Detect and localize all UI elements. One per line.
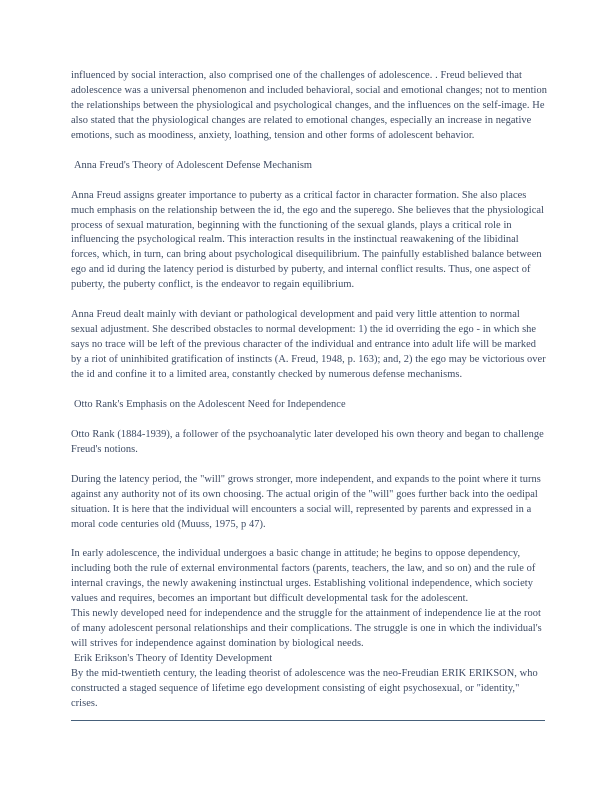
paragraph-early-adolescence: In early adolescence, the individual undergoes a basic change in attitude; he begins to oppose dependency, including both the rule of external environmental factors (parents, teachers, the law, and so on) and the rule of internal cravings, the newly awakening instinctual urges. Establishing volitional independence, which society values and requires, becomes an important but difficult developmental task for the adolescent. [71,548,536,605]
paragraph-otto-rank-intro: Otto Rank (1884-1939), a follower of the psychoanalytic later developed his own theory and began to challenge Freud's notions. [71,428,544,455]
footer-divider [71,720,545,721]
paragraph-latency-will: During the latency period, the "will" grows stronger, more independent, and expands to the point where it turns against any authority not of its own choosing. The actual origin of the "will" goes further back into the oedipal situation. It is here that the individual will encounters a social will, represented by parents and expressed in a moral code centuries old (Muuss, 1975, p 47). [71,473,541,530]
spacer [71,144,547,159]
heading-otto-rank: Otto Rank's Emphasis on the Adolescent Need for Independence [74,398,346,410]
paragraph-erikson-body: By the mid-twentieth century, the leading theorist of adolescence was the neo-Freudian ERIK ERIKSON, who constructed a staged sequence of lifetime ego development consisting of eight psychosexual, or "identity," crises. [71,668,538,709]
paragraph-anna-freud-puberty: Anna Freud assigns greater importance to puberty as a critical factor in character formation. She also places much emphasis on the relationship between the id, the ego and the superego. She believes that the physiological process of sexual maturation, beginning with the functioning of the sexual glands, plays a critical role in influencing the psychological realm. This interaction results in the instinctual reawakening of the libidinal forces, which, in turn, can bring about psychological disequilibrium. The painfully established balance between ego and id during the latency period is disturbed by puberty, and internal conflict results. Thus, one aspect of puberty, the puberty conflict, is the endeavor to regain equilibrium. [71,189,544,291]
spacer [71,532,547,547]
spacer [71,383,547,398]
document-body [71,69,547,712]
paragraph-freud-intro: influenced by social interaction, also comprised one of the challenges of adolescence. . Freud believed that adolescence was a universal phenomenon and included behavioral, social and emotional changes; not to mention the relationships between the physiological and psychological changes, and the influences on the self-image. He also stated that the physiological changes are related to emotional changes, especially an increase in negative emotions, such as moodiness, anxiety, loathing, tension and other forms of adolescent behavior. [71,70,547,141]
spacer [71,458,547,473]
spacer [71,413,547,428]
heading-erik-erikson: Erik Erikson's Theory of Identity Development [74,653,273,665]
spacer [71,174,547,189]
heading-anna-freud: Anna Freud's Theory of Adolescent Defense Mechanism [74,159,313,171]
paragraph-anna-freud-deviant: Anna Freud dealt mainly with deviant or pathological development and paid very little attention to normal sexual adjustment. She described obstacles to normal development: 1) the id overriding the ego - in which she says no trace will be left of the previous character of the individual and entrance into adult life will be marked by a riot of uninhibited gratification of instincts (A. Freud, 1948, p. 163); and, 2) the ego may be victorious over the id and confine it to a limited area, constantly checked by numerous defense mechanisms. [71,309,546,381]
spacer [71,293,547,308]
paragraph-independence-struggle: This newly developed need for independence and the struggle for the attainment of independence lie at the root of many adolescent personal relationships and their complications. The struggle is one in which the individual's will strives for independence against domination by biological needs. [71,608,542,650]
